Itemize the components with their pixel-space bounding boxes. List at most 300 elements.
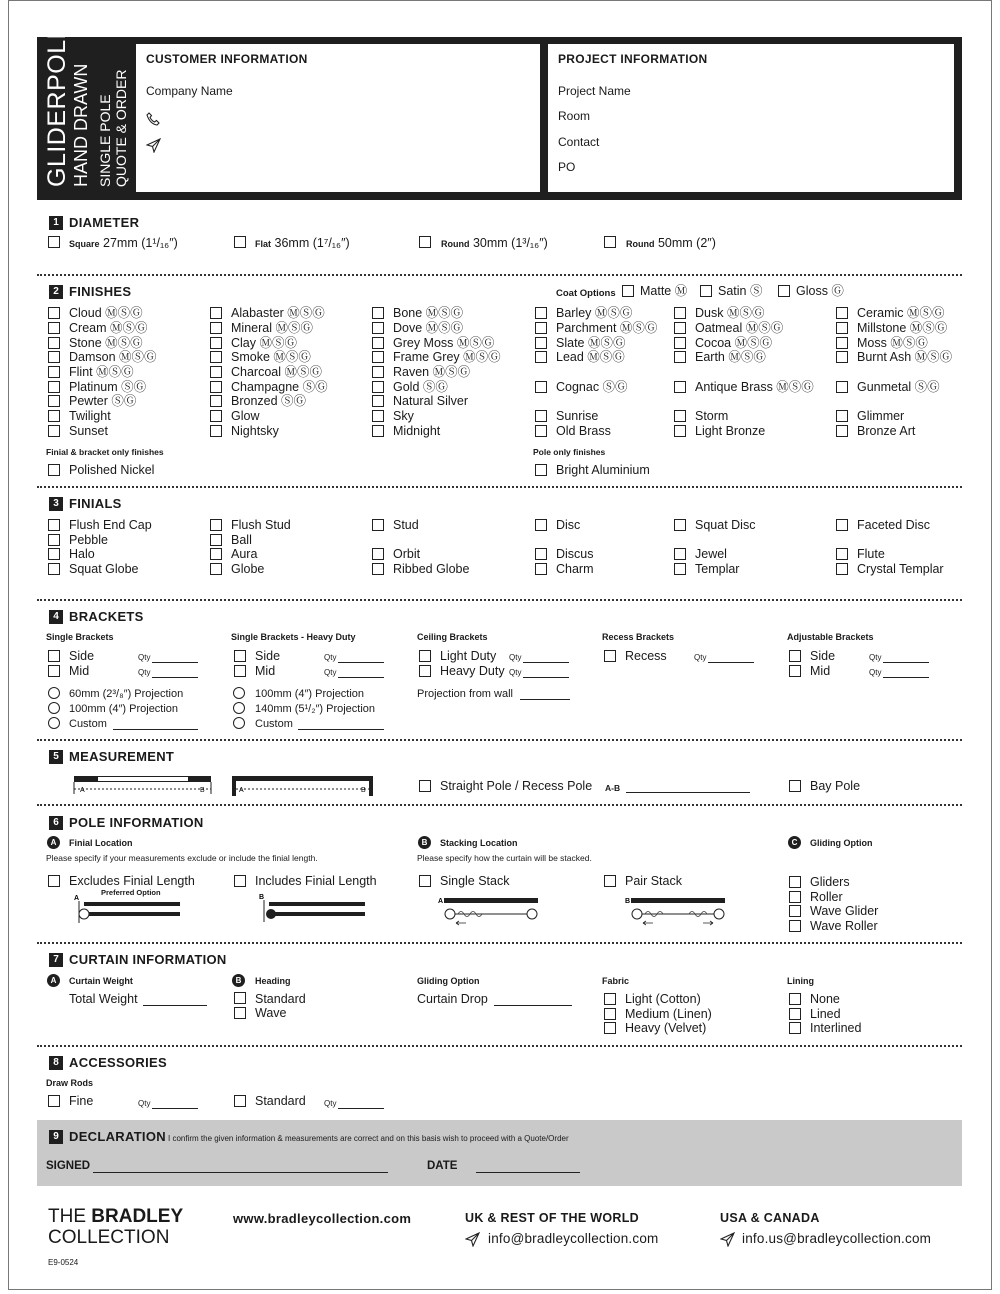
checkbox-single-mid[interactable] [48,665,60,677]
hd-mid-qty-input[interactable] [338,677,384,678]
section-5-title: MEASUREMENT [69,749,175,764]
finial-2-4-label: Globe [231,562,265,576]
finish-1-4-label: Damson ⓂⓈⒼ [69,350,157,364]
finish-1-1-label: Cloud ⓂⓈⒼ [69,306,143,320]
diagram-label-a: A [239,787,244,794]
section-6-title: POLE INFORMATION [69,815,204,830]
finial-3-2-label: Orbit [393,547,421,561]
fabric-1-label: Light (Cotton) [625,992,701,1006]
hd-side-qty-input[interactable] [338,662,384,663]
finish-6-6-label: Glimmer [857,409,905,423]
checkbox-hd-side[interactable] [234,650,246,662]
finish-5-7-label: Light Bronze [695,424,766,438]
qty-label: Qty [324,1099,337,1108]
single-side-label: Side [69,649,95,663]
heavy-duty-qty-input[interactable] [523,677,569,678]
single-stack-label: Single Stack [440,874,510,888]
recess-pole-diagram [230,774,375,798]
checkbox-finial-2-4[interactable] [210,563,222,575]
draw-rods-title: Draw Rods [46,1078,94,1088]
section-3-number: 3 [49,497,63,511]
finish-6-5-label: Gunmetal ⓈⒼ [857,380,940,394]
checkbox-fabric-1[interactable] [604,993,616,1005]
finish-2-4-label: Smoke ⓂⓈⒼ [231,350,311,364]
divider [37,599,962,601]
sub-a-marker: A [47,836,60,849]
section-9-number: 9 [49,1130,63,1144]
checkbox-finish-5-2[interactable] [674,322,686,334]
diameter-option-4: Round 50mm (2″) [626,236,716,250]
checkbox-finish-5-4[interactable] [674,351,686,363]
heavy-duty-label: Heavy Duty [440,664,505,678]
us-region-title: USA & CANADA [720,1211,820,1225]
finish-5-2-label: Oatmeal ⓂⓈⒼ [695,321,784,335]
checkbox-draw-rod-fine[interactable] [48,1095,60,1107]
checkbox-fabric-3[interactable] [604,1022,616,1034]
send-icon [465,1232,480,1247]
checkbox-finish-6-4[interactable] [836,351,848,363]
date-label: DATE [427,1160,458,1172]
diagram-label-b: B [625,898,631,905]
includes-finial-diagram [255,890,370,924]
section-1-title: DIAMETER [69,215,140,230]
checkbox-adj-side[interactable] [789,650,801,662]
checkbox-fabric-2[interactable] [604,1008,616,1020]
checkbox-finish-4-6[interactable] [535,410,547,422]
checkbox-bay-pole[interactable] [789,780,801,792]
finish-5-3-label: Cocoa ⓂⓈⒼ [695,336,773,350]
sub-b-marker: B [232,974,245,987]
hd-side-label: Side [255,649,281,663]
hd-custom-label: Custom [255,718,293,730]
divider [37,804,962,806]
checkbox-matte[interactable] [622,285,634,297]
uk-region-title: UK & REST OF THE WORLD [465,1211,639,1225]
room-field[interactable]: Room [558,109,591,123]
checkbox-pair-stack[interactable] [604,875,616,887]
diameter-option-1: Square 27mm (1¹/₁₆″) [69,236,178,250]
finish-3-5-label: Raven ⓂⓈⒼ [393,365,471,379]
website-link[interactable]: www.bradleycollection.com [233,1211,412,1226]
draw-rod-standard-qty-input[interactable] [338,1108,384,1109]
finish-4-4-label: Lead ⓂⓈⒼ [556,350,625,364]
checkbox-gloss[interactable] [778,285,790,297]
hd-custom-input[interactable] [298,729,384,730]
checkbox-excludes-finial[interactable] [48,875,60,887]
checkbox-round-50[interactable] [604,236,616,248]
diagram-label-a: A [74,895,80,902]
light-duty-qty-input[interactable] [523,662,569,663]
single-mid-qty-input[interactable] [152,677,198,678]
checkbox-finish-6-3[interactable] [836,337,848,349]
heavy-duty-heading: Single Brackets - Heavy Duty [231,632,356,642]
finish-2-7-label: Bronzed ⓈⒼ [231,394,307,408]
hd-100mm-label: 100mm (4″) Projection [255,688,365,700]
checkbox-finial-5-2[interactable] [674,548,686,560]
checkbox-finish-1-9[interactable] [48,425,60,437]
curtain-drop-input[interactable] [494,1005,572,1006]
finish-4-1-label: Barley ⓂⓈⒼ [556,306,633,320]
checkbox-finial-2-1[interactable] [210,519,222,531]
us-email-link[interactable]: info.us@bradleycollection.com [742,1231,932,1246]
finial-location-desc: Please specify if your measurements exclude or include the finial length. [46,853,318,863]
checkbox-finish-6-5[interactable] [836,381,848,393]
checkbox-finial-4-1[interactable] [535,519,547,531]
checkbox-finish-1-4[interactable] [48,351,60,363]
checkbox-finial-3-3[interactable] [372,563,384,575]
finish-6-7-label: Bronze Art [857,424,916,438]
checkbox-straight-pole[interactable] [419,780,431,792]
checkbox-finish-3-9[interactable] [372,425,384,437]
checkbox-finish-5-7[interactable] [674,425,686,437]
section-4-title: BRACKETS [69,609,144,624]
project-info-box [548,44,954,192]
section-2-title: FINISHES [69,284,132,299]
checkbox-glider-4[interactable] [789,920,801,932]
checkbox-finish-6-1[interactable] [836,307,848,319]
finial-5-2-label: Jewel [695,547,727,561]
checkbox-finial-6-1[interactable] [836,519,848,531]
finial-5-3-label: Templar [695,562,740,576]
checkbox-includes-finial[interactable] [234,875,246,887]
checkbox-finish-2-4[interactable] [210,351,222,363]
checkbox-finish-3-6[interactable] [372,381,384,393]
checkbox-finish-2-5[interactable] [210,366,222,378]
finish-2-1-label: Alabaster ⓂⓈⒼ [231,306,325,320]
heading-title: Heading [255,976,291,986]
checkbox-finish-1-2[interactable] [48,322,60,334]
checkbox-lining-2[interactable] [789,1008,801,1020]
checkbox-finish-5-3[interactable] [674,337,686,349]
finish-6-2-label: Millstone ⓂⓈⒼ [857,321,948,335]
adj-side-label: Side [810,649,836,663]
recess-label: Recess [625,649,667,663]
section-5-number: 5 [49,750,63,764]
checkbox-finial-6-3[interactable] [836,563,848,575]
radio-100mm-projection[interactable] [48,702,60,714]
checkbox-recess[interactable] [604,650,616,662]
checkbox-finish-1-3[interactable] [48,337,60,349]
checkbox-finial-5-1[interactable] [674,519,686,531]
fabric-3-label: Heavy (Velvet) [625,1021,707,1035]
lining-1-label: None [810,992,840,1006]
sub-b-marker: B [418,836,431,849]
projection-from-wall-label: Projection from wall [417,688,513,700]
checkbox-finish-4-2[interactable] [535,322,547,334]
checkbox-glider-2[interactable] [789,891,801,903]
checkbox-single-stack[interactable] [419,875,431,887]
finial-location-title: Finial Location [69,838,133,848]
checkbox-polished-nickel[interactable] [48,464,60,476]
contact-field[interactable]: Contact [558,135,600,149]
finish-5-6-label: Storm [695,409,729,423]
finish-6-3-label: Moss ⓂⓈⒼ [857,336,928,350]
customer-info-box [136,44,540,192]
checkbox-finial-3-2[interactable] [372,548,384,560]
checkbox-satin[interactable] [700,285,712,297]
finish-2-3-label: Clay ⓂⓈⒼ [231,336,297,350]
section-9-title: DECLARATION [69,1129,166,1144]
lining-2-label: Lined [810,1007,841,1021]
checkbox-finish-4-3[interactable] [535,337,547,349]
section-7-number: 7 [49,953,63,967]
phone-icon [146,112,160,126]
checkbox-finial-1-2[interactable] [48,534,60,546]
checkbox-heavy-duty[interactable] [419,665,431,677]
finish-4-6-label: Sunrise [556,409,599,423]
brand-title: GLIDERPOLE [43,22,71,187]
signed-label: SIGNED [46,1160,91,1172]
checkbox-finish-4-7[interactable] [535,425,547,437]
checkbox-lining-1[interactable] [789,993,801,1005]
finial-1-1-label: Flush End Cap [69,518,152,532]
checkbox-round-30[interactable] [419,236,431,248]
finish-1-3-label: Stone ⓂⓈⒼ [69,336,143,350]
finial-2-1-label: Flush Stud [231,518,291,532]
draw-rod-fine-label: Fine [69,1094,94,1108]
diagram-label-b: B [259,894,265,901]
checkbox-heading-wave[interactable] [234,1007,246,1019]
checkbox-finish-6-7[interactable] [836,425,848,437]
heading-standard-label: Standard [255,992,306,1006]
divider [37,1045,962,1047]
finish-5-4-label: Earth ⓂⓈⒼ [695,350,766,364]
finish-4-7-label: Old Brass [556,424,611,438]
checkbox-finish-5-5[interactable] [674,381,686,393]
checkbox-finish-3-3[interactable] [372,337,384,349]
declaration-panel [37,1120,962,1186]
qty-label: Qty [138,653,151,662]
divider [37,942,962,944]
matte-label: Matte Ⓜ [640,284,688,298]
excludes-finial-label: Excludes Finial Length [69,874,195,888]
finial-6-1-label: Faceted Disc [857,518,930,532]
checkbox-finish-2-9[interactable] [210,425,222,437]
checkbox-finial-3-1[interactable] [372,519,384,531]
finial-2-2-label: Ball [231,533,252,547]
finish-3-2-label: Dove ⓂⓈⒼ [393,321,464,335]
fabric-2-label: Medium (Linen) [625,1007,712,1021]
finish-1-8-label: Twilight [69,409,111,423]
send-icon [720,1232,735,1247]
checkbox-light-duty[interactable] [419,650,431,662]
checkbox-bright-aluminium[interactable] [535,464,547,476]
lining-3-label: Interlined [810,1021,862,1035]
custom-label: Custom [69,718,107,730]
curtain-drop-label: Curtain Drop [417,992,488,1006]
radio-hd-custom[interactable] [233,717,245,729]
checkbox-glider-3[interactable] [789,905,801,917]
po-field[interactable]: PO [558,160,576,174]
divider [37,739,962,741]
checkbox-flat-36[interactable] [234,236,246,248]
curtain-weight-title: Curtain Weight [69,976,133,986]
total-weight-input[interactable] [143,1005,207,1006]
finish-4-2-label: Parchment ⓂⓈⒼ [556,321,658,335]
finial-1-4-label: Squat Globe [69,562,139,576]
pair-stack-diagram [623,893,733,927]
brand-subtitle: HAND DRAWN [71,63,91,187]
checkbox-finish-1-7[interactable] [48,395,60,407]
checkbox-finish-5-1[interactable] [674,307,686,319]
date-input[interactable] [476,1172,580,1173]
send-icon [146,138,161,153]
checkbox-finish-1-8[interactable] [48,410,60,422]
section-8-title: ACCESSORIES [69,1055,167,1070]
divider [37,486,962,488]
section-1-number: 1 [49,216,63,230]
polished-nickel-label: Polished Nickel [69,463,155,477]
checkbox-finial-1-4[interactable] [48,563,60,575]
pair-stack-label: Pair Stack [625,874,682,888]
logo-collection: COLLECTION [48,1227,170,1248]
checkbox-finish-3-2[interactable] [372,322,384,334]
adj-mid-qty-input[interactable] [883,677,929,678]
checkbox-finish-2-8[interactable] [210,410,222,422]
preferred-option-label: Preferred Option [101,888,161,897]
straight-pole-label: Straight Pole / Recess Pole [440,779,593,793]
form-type-1: SINGLE POLE [97,94,113,187]
checkbox-finish-1-6[interactable] [48,381,60,393]
checkbox-square-27[interactable] [48,236,60,248]
checkbox-finial-2-3[interactable] [210,548,222,560]
custom-projection-input[interactable] [113,729,198,730]
finial-2-3-label: Aura [231,547,258,561]
checkbox-finish-2-6[interactable] [210,381,222,393]
draw-rod-fine-qty-input[interactable] [152,1108,198,1109]
checkbox-finial-4-3[interactable] [535,563,547,575]
section-4-number: 4 [49,610,63,624]
uk-email-link[interactable]: info@bradleycollection.com [488,1231,659,1246]
radio-hd-140mm[interactable] [233,702,245,714]
coat-options-label: Coat Options [556,288,616,299]
checkbox-heading-standard[interactable] [234,992,246,1004]
checkbox-finial-4-2[interactable] [535,548,547,560]
projection-from-wall-input[interactable] [520,699,570,700]
finish-3-1-label: Bone ⓂⓈⒼ [393,306,464,320]
glider-1-label: Gliders [810,875,850,889]
gloss-label: Gloss Ⓖ [796,284,844,298]
checkbox-finish-2-1[interactable] [210,307,222,319]
checkbox-finial-5-3[interactable] [674,563,686,575]
curtain-gliding-title: Gliding Option [417,976,480,986]
company-name-field[interactable]: Company Name [146,84,233,98]
hd-mid-label: Mid [255,664,276,678]
bay-pole-label: Bay Pole [810,779,861,793]
checkbox-finish-3-8[interactable] [372,410,384,422]
diagram-label-b: B [361,787,366,794]
checkbox-finish-2-7[interactable] [210,395,222,407]
radio-60mm-projection[interactable] [48,687,60,699]
checkbox-finish-3-5[interactable] [372,366,384,378]
ab-measurement-input[interactable] [626,792,750,793]
checkbox-single-side[interactable] [48,650,60,662]
checkbox-finial-2-2[interactable] [210,534,222,546]
finish-2-5-label: Charcoal ⓂⓈⒼ [231,365,322,379]
checkbox-finish-6-6[interactable] [836,410,848,422]
checkbox-finial-6-2[interactable] [836,548,848,560]
logo-bradley: BRADLEY [91,1206,184,1227]
glider-3-label: Wave Glider [810,904,879,918]
recess-brackets-heading: Recess Brackets [602,632,675,642]
finish-2-8-label: Glow [231,409,260,423]
checkbox-draw-rod-standard[interactable] [234,1095,246,1107]
finial-6-2-label: Flute [857,547,885,561]
divider [37,274,962,276]
form-type-2: QUOTE & ORDER [113,69,129,187]
adj-side-qty-input[interactable] [883,662,929,663]
finial-3-1-label: Stud [393,518,419,532]
checkbox-finish-2-3[interactable] [210,337,222,349]
finish-2-9-label: Nightsky [231,424,279,438]
single-mid-label: Mid [69,664,90,678]
projection-60mm-label: 60mm (2³/₈″) Projection [69,688,184,700]
qty-label: Qty [694,653,707,662]
qty-label: Qty [509,653,522,662]
finial-bracket-only-label: Finial & bracket only finishes [46,447,164,457]
excludes-finial-diagram [70,893,185,925]
form-code: E9-0524 [48,1258,79,1267]
finial-1-2-label: Pebble [69,533,108,547]
checkbox-glider-1[interactable] [789,876,801,888]
qty-label: Qty [324,653,337,662]
checkbox-finish-4-4[interactable] [535,351,547,363]
bradley-logo [48,1206,183,1248]
hd-140mm-label: 140mm (5¹/₂″) Projection [255,703,376,715]
checkbox-finish-4-5[interactable] [535,381,547,393]
checkbox-finish-5-6[interactable] [674,410,686,422]
checkbox-finial-1-3[interactable] [48,548,60,560]
project-info-title: PROJECT INFORMATION [558,52,708,66]
finish-3-4-label: Frame Grey ⓂⓈⒼ [393,350,501,364]
checkbox-finish-3-7[interactable] [372,395,384,407]
single-side-qty-input[interactable] [152,662,198,663]
finish-5-5-label: Antique Brass ⓂⓈⒼ [695,380,814,394]
checkbox-finish-2-2[interactable] [210,322,222,334]
checkbox-finish-1-1[interactable] [48,307,60,319]
finish-1-9-label: Sunset [69,424,108,438]
checkbox-adj-mid[interactable] [789,665,801,677]
draw-rod-standard-label: Standard [255,1094,306,1108]
qty-label: Qty [869,653,882,662]
stacking-location-desc: Please specify how the curtain will be stacked. [417,853,592,863]
radio-hd-100mm[interactable] [233,687,245,699]
section-2-number: 2 [49,285,63,299]
straight-pole-diagram [70,774,215,796]
finish-1-2-label: Cream ⓂⓈⒼ [69,321,148,335]
checkbox-finish-1-5[interactable] [48,366,60,378]
signature-input[interactable] [93,1172,388,1173]
radio-custom-projection[interactable] [48,717,60,729]
recess-qty-input[interactable] [708,662,754,663]
project-name-field[interactable]: Project Name [558,84,631,98]
finish-3-8-label: Sky [393,409,414,423]
section-3-title: FINIALS [69,496,122,511]
checkbox-lining-3[interactable] [789,1022,801,1034]
checkbox-finish-3-4[interactable] [372,351,384,363]
checkbox-finish-6-2[interactable] [836,322,848,334]
checkbox-hd-mid[interactable] [234,665,246,677]
checkbox-finish-4-1[interactable] [535,307,547,319]
finish-3-9-label: Midnight [393,424,441,438]
qty-label: Qty [324,668,337,677]
checkbox-finish-3-1[interactable] [372,307,384,319]
finish-1-7-label: Pewter ⓈⒼ [69,394,137,408]
finial-5-1-label: Squat Disc [695,518,756,532]
section-6-number: 6 [49,816,63,830]
sub-a-marker: A [47,974,60,987]
checkbox-finial-1-1[interactable] [48,519,60,531]
